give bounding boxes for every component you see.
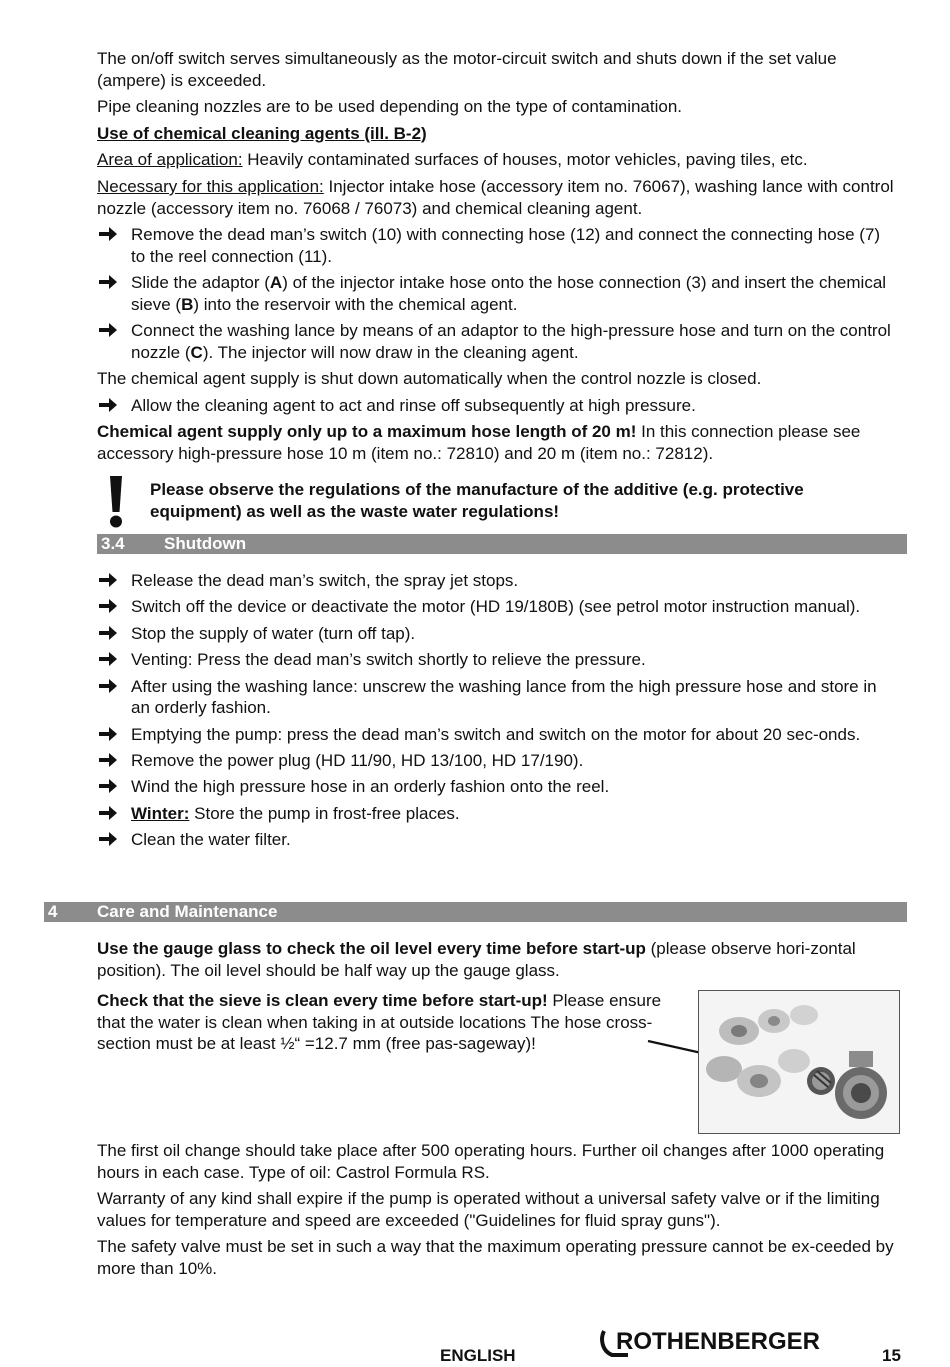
arrow-right-icon	[99, 832, 117, 846]
list-item	[97, 224, 897, 267]
gauge-bold: Use the gauge glass to check the oil level every time before start-up	[97, 939, 646, 958]
max-length-bold: Chemical agent supply only up to a maximum hose length of 20 m!	[97, 422, 637, 441]
list-item	[97, 395, 897, 417]
intro-section	[97, 48, 897, 219]
oil-change-paragraph: The first oil change should take place after 500 operating hours. Further oil changes after 1000 operating hours in each case. Type of oil: Castrol Formula RS.	[97, 1141, 885, 1182]
footer-language: ENGLISH	[440, 1346, 516, 1365]
arrow-right-icon	[99, 727, 117, 741]
arrow-right-icon	[99, 806, 117, 820]
step-text: Wind the high pressure hose in an orderly fashion onto the reel.	[131, 777, 610, 797]
gauge-paragraph	[97, 938, 897, 981]
step-text: Store the pump in frost-free places.	[189, 803, 460, 823]
arrow-right-icon	[99, 573, 117, 587]
arrow-right-icon	[99, 227, 117, 241]
arrow-right-icon	[99, 652, 117, 666]
step-text: ) of the injector intake hose onto the hose connection (3) and insert the chemical sieve (	[131, 272, 887, 314]
rinse-step-list	[97, 395, 897, 421]
arrow-right-icon	[99, 679, 117, 693]
list-item	[97, 803, 897, 825]
rothenberger-logo	[598, 1325, 858, 1361]
page-number: 15	[882, 1346, 901, 1365]
section-title: Shutdown	[164, 534, 247, 553]
shutdown-steps-list	[97, 570, 897, 856]
step-text: Connect the washing lance by means of an adaptor to the high-pressure hose and turn on the control nozzle (	[131, 320, 891, 362]
max-length-paragraph	[97, 421, 897, 464]
step-text: Remove the power plug (HD 11/90, HD 13/100, HD 17/190).	[131, 750, 584, 770]
arrow-right-icon	[99, 323, 117, 337]
chemical-steps-list	[97, 224, 897, 368]
logo-text: ROTHENBERGER	[616, 1328, 821, 1355]
step-text: Emptying the pump: press the dead man’s switch and switch on the motor for about 20 sec-onds.	[131, 724, 861, 744]
max-length-text: In this connection please see accessory high-pressure hose 10 m (item no.: 72810) and 20 m (item no.: 72812).	[97, 422, 861, 463]
step-text: After using the washing lance: unscrew the washing lance from the high pressure hose and store in an orderly fashion.	[131, 676, 877, 718]
step-text: Venting: Press the dead man’s switch shortly to relieve the pressure.	[131, 650, 646, 670]
list-item	[97, 776, 897, 798]
step-text: Slide the adaptor (	[131, 272, 270, 292]
arrow-right-icon	[99, 626, 117, 640]
area-text: Heavily contaminated surfaces of houses, motor vehicles, paving tiles, etc.	[242, 150, 808, 170]
step-text: Allow the cleaning agent to act and rinse off subsequently at high pressure.	[131, 396, 696, 415]
list-item	[97, 320, 897, 363]
list-item	[97, 596, 897, 618]
necessary-paragraph	[97, 176, 897, 219]
sieve-photo	[698, 990, 900, 1134]
necessary-label: Necessary for this application:	[97, 176, 324, 196]
arrow-right-icon	[99, 398, 117, 412]
list-item	[97, 724, 897, 746]
sieve-paragraph	[97, 990, 662, 1055]
section-number: 4	[48, 902, 58, 921]
list-item	[97, 676, 897, 719]
nozzles-paragraph: Pipe cleaning nozzles are to be used depending on the type of contamination.	[97, 97, 683, 117]
step-text: Clean the water filter.	[131, 830, 291, 850]
list-item	[97, 750, 897, 772]
necessary-text: Injector intake hose (accessory item no. 76067), washing lance with control nozzle (accessory item no. 76068 / 76073) and chemical cleaning agent.	[97, 176, 894, 218]
step-text: ). The injector will now draw in the cleaning agent.	[202, 342, 579, 362]
arrow-right-icon	[99, 599, 117, 613]
section-4-header	[44, 902, 907, 922]
list-item	[97, 649, 897, 671]
step-text: Remove the dead man’s switch (10) with connecting hose (12) and connect the connecting hose (7) to the reel connection (11).	[131, 225, 881, 266]
gauge-section	[97, 938, 897, 981]
sieve-text: Please ensure that the water is clean when taking in at outside locations The hose cross-section must be at least ½“ =12.7 mm (free pas-sageway)!	[97, 991, 662, 1054]
exclamation-warning-icon	[107, 476, 125, 528]
step-ref-c: C	[190, 342, 203, 362]
sieve-photo-image	[699, 991, 899, 1133]
oil-section	[97, 1140, 897, 1280]
arrow-right-icon	[99, 753, 117, 767]
step-ref-b: B	[181, 294, 194, 314]
safety-valve-paragraph: The safety valve must be set in such a way that the maximum operating pressure cannot be ex-ceeded by more than 10%.	[97, 1237, 894, 1278]
switch-paragraph: The on/off switch serves simultaneously as the motor-circuit switch and shuts down if the set value (ampere) is exceeded.	[97, 49, 837, 90]
gauge-text: (please observe hori-zontal position). The oil level should be half way up the gauge glass.	[97, 939, 856, 980]
warning-text: Please observe the regulations of the manufacture of the additive (e.g. protective equipment) as well as the waste water regulations!	[150, 480, 804, 521]
step-text: Switch off the device or deactivate the motor (HD 19/180B) (see petrol motor instruction manual).	[131, 597, 861, 617]
winter-label: Winter:	[131, 803, 190, 823]
warranty-paragraph: Warranty of any kind shall expire if the pump is operated without a universal safety valve or if the limiting values for temperature and speed are exceeded ("Guidelines for fluid spray guns").	[97, 1189, 880, 1230]
section-3-4-header	[97, 534, 907, 554]
area-paragraph	[97, 149, 897, 171]
chemical-heading: Use of chemical cleaning agents (ill. B-2)	[97, 123, 427, 143]
arrow-right-icon	[99, 779, 117, 793]
list-item	[97, 272, 897, 315]
section-number: 3.4	[101, 534, 125, 553]
list-item	[97, 829, 897, 851]
chemical-note-section	[97, 368, 897, 390]
step-text: ) into the reservoir with the chemical agent.	[193, 294, 518, 314]
list-item	[97, 623, 897, 645]
area-label: Area of application:	[97, 150, 243, 170]
section-title: Care and Maintenance	[97, 902, 278, 921]
step-text: Release the dead man’s switch, the spray jet stops.	[131, 571, 519, 590]
step-ref-a: A	[269, 272, 283, 292]
arrow-right-icon	[99, 275, 117, 289]
step-text: Stop the supply of water (turn off tap).	[131, 623, 416, 643]
list-item	[97, 570, 897, 592]
sieve-section	[97, 990, 662, 1055]
shutdown-note: The chemical agent supply is shut down automatically when the control nozzle is closed.	[97, 369, 762, 388]
max-length-section	[97, 421, 897, 464]
sieve-bold: Check that the sieve is clean every time before start-up!	[97, 991, 548, 1010]
